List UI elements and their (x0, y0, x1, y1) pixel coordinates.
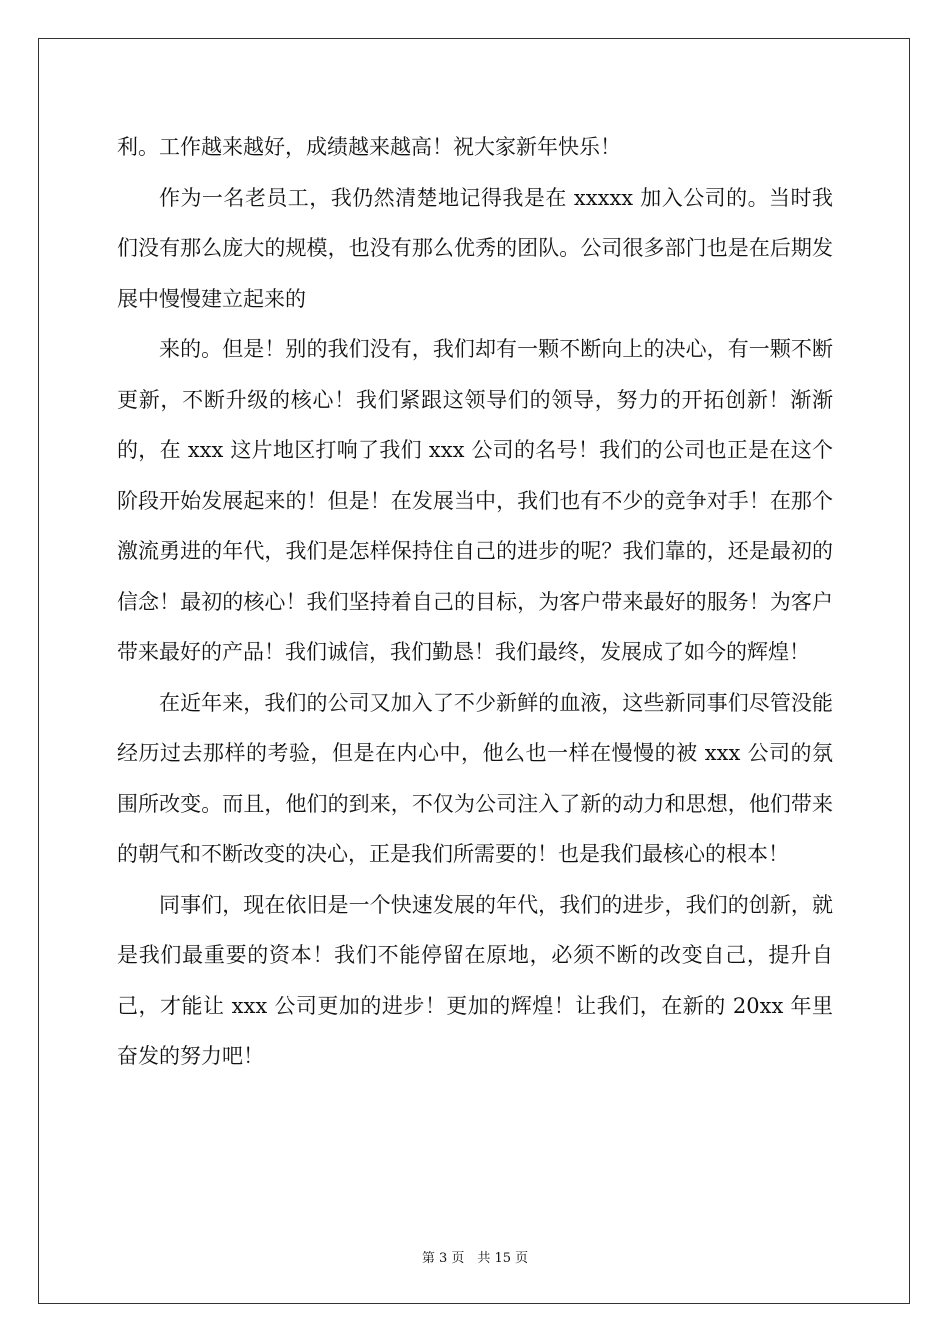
page-footer (0, 1247, 950, 1266)
paragraph: 来的。但是！别的我们没有，我们却有一颗不断向上的决心，有一颗不断更新，不断升级的核心！我们紧跟这领导们的领导，努力的开拓创新！渐渐的，在 xxx 这片地区打响了我们 xxx 公司的名号！我们的公司也正是在这个阶段开始发展起来的！但是！在发展当中，我们也有不少的竞争对手！在那个激流勇进的年代，我们是怎样保持住自己的进步的呢？我们靠的，还是最初的信念！最初的核心！我们坚持着自己的目标，为客户带来最好的服务！为客户带来最好的产品！我们诚信，我们勤恳！我们最终，发展成了如今的辉煌！ (117, 337, 833, 664)
paragraph: 同事们，现在依旧是一个快速发展的年代，我们的进步，我们的创新，就是我们最重要的资本！我们不能停留在原地，必须不断的改变自己，提升自己，才能让 xxx 公司更加的进步！更加的辉煌！让我们，在新的 20xx 年里奋发的努力吧！ (117, 892, 833, 1068)
document-body (117, 122, 833, 1082)
paragraph: 作为一名老员工，我仍然清楚地记得我是在 xxxxx 加入公司的。当时我们没有那么庞大的规模，也没有那么优秀的团队。公司很多部门也是在后期发展中慢慢建立起来的 (117, 185, 833, 311)
paragraph: 在近年来，我们的公司又加入了不少新鲜的血液，这些新同事们尽管没能经历过去那样的考验，但是在内心中，他么也一样在慢慢的被 xxx 公司的氛围所改变。而且，他们的到来，不仅为公司注入了新的动力和思想，他们带来的朝气和不断改变的决心，正是我们所需要的！也是我们最核心的根本！ (117, 690, 833, 866)
paragraph-continuation: 利。工作越来越好，成绩越来越高！祝大家新年快乐！ (117, 135, 621, 159)
page-number-label: 第 3 页 共 15 页 (421, 1251, 529, 1266)
